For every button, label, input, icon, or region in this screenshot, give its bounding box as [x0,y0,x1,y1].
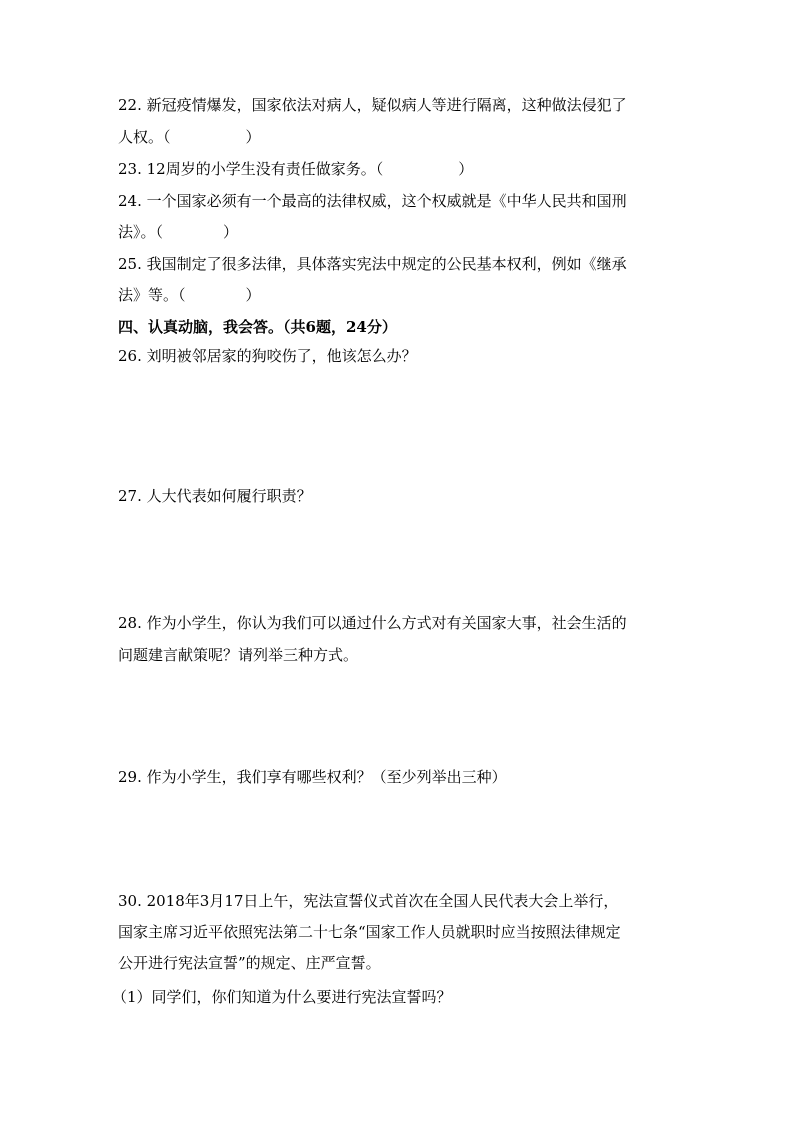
question-24-line1: 24. 一个国家必须有一个最高的法律权威，这个权威就是《中华人民共和国刑 [118,192,627,210]
question-29: 29. 作为小学生，我们享有哪些权利？（至少列举出三种） [118,768,507,786]
question-25-line1: 25. 我国制定了很多法律，具体落实宪法中规定的公民基本权利，例如《继承 [118,255,627,273]
question-30-line2: 国家主席习近平依照宪法第二十七条“国家工作人员就职时应当按照法律规定 [118,923,621,941]
question-27: 27. 人大代表如何履行职责？ [118,487,312,505]
question-23: 23. 12周岁的小学生没有责任做家务。（ ） [118,160,474,178]
question-28-line2: 问题建言献策呢？请列举三种方式。 [118,646,359,664]
question-30-sub1: （1）同学们，你们知道为什么要进行宪法宣誓吗？ [112,988,452,1006]
question-24-line2: 法》。（ ） [118,223,239,241]
question-30-line1: 30. 2018年3月17日上午，宪法宣誓仪式首次在全国人民代表大会上举行， [118,892,619,910]
question-22-line1: 22. 新冠疫情爆发，国家依法对病人，疑似病人等进行隔离，这种做法侵犯了 [118,96,627,114]
question-30-line3: 公开进行宪法宣誓”的规定、庄严宣誓。 [118,954,381,972]
question-26: 26. 刘明被邻居家的狗咬伤了，他该怎么办？ [118,347,417,365]
question-22-line2: 人权。（ ） [118,128,261,146]
question-25-line2: 法》等。（ ） [118,286,261,304]
section-4-heading: 四、认真动脑，我会答。（共6题，24分） [118,318,397,336]
question-28-line1: 28. 作为小学生，你认为我们可以通过什么方式对有关国家大事，社会生活的 [118,614,627,632]
